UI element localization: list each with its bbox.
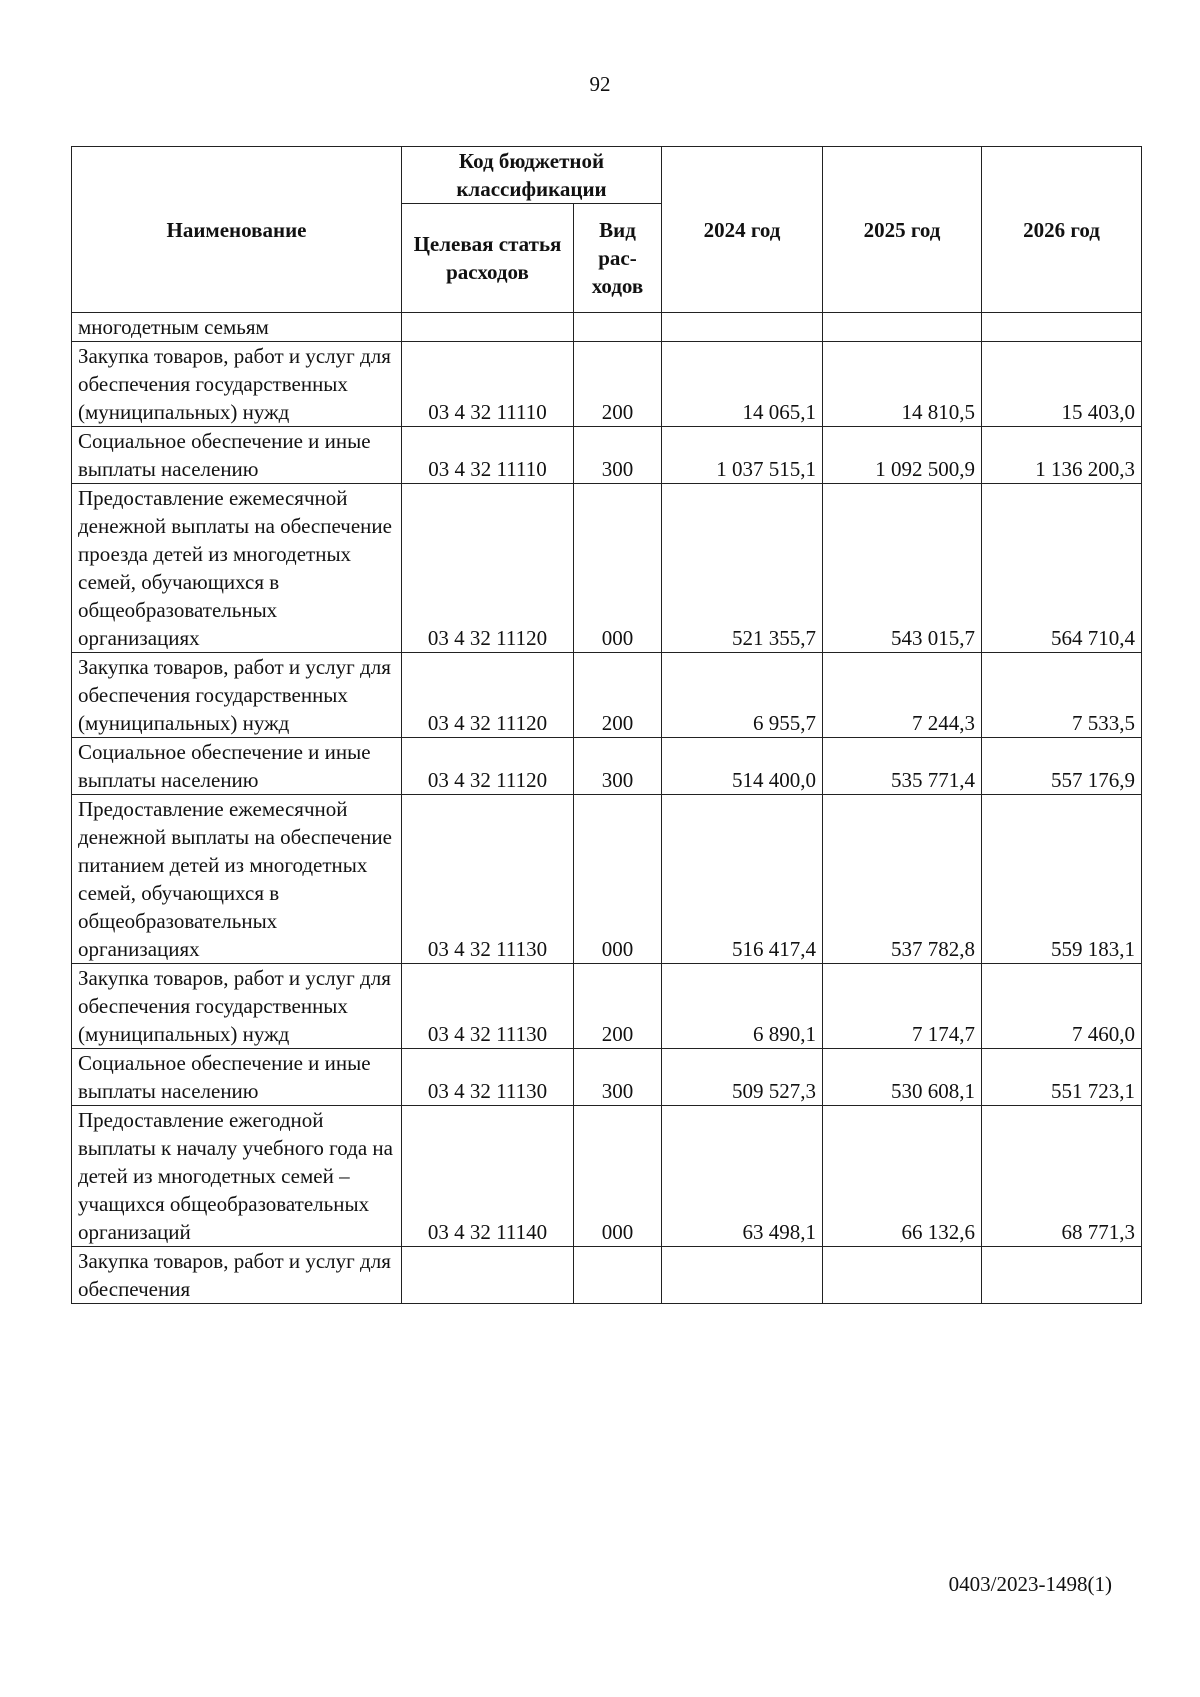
row-kind: 000 bbox=[574, 795, 662, 964]
row-2024: 509 527,3 bbox=[662, 1049, 823, 1106]
row-name: Социальное обеспечение и иные выплаты населению bbox=[72, 427, 402, 484]
row-2026: 7 460,0 bbox=[982, 964, 1142, 1049]
row-code: 03 4 32 11130 bbox=[402, 795, 574, 964]
header-2026: 2026 год bbox=[982, 147, 1142, 313]
row-name: многодетным семьям bbox=[72, 313, 402, 342]
table-row bbox=[72, 313, 1142, 342]
page-number: 92 bbox=[589, 72, 611, 96]
row-2024 bbox=[662, 1247, 823, 1304]
row-name: Предоставление ежегодной выплаты к началу учебного года на детей из многодетных семей – учащихся общеобразовательных организаций bbox=[72, 1106, 402, 1247]
row-2025 bbox=[823, 313, 982, 342]
row-kind: 300 bbox=[574, 738, 662, 795]
table-row bbox=[72, 795, 1142, 964]
row-2025: 66 132,6 bbox=[823, 1106, 982, 1247]
row-2024: 514 400,0 bbox=[662, 738, 823, 795]
row-2025: 1 092 500,9 bbox=[823, 427, 982, 484]
row-code: 03 4 32 11120 bbox=[402, 484, 574, 653]
row-kind: 200 bbox=[574, 653, 662, 738]
row-name: Закупка товаров, работ и услуг для обеспечения bbox=[72, 1247, 402, 1304]
table-row bbox=[72, 1247, 1142, 1304]
row-2026: 7 533,5 bbox=[982, 653, 1142, 738]
row-2025 bbox=[823, 1247, 982, 1304]
table-row bbox=[72, 738, 1142, 795]
table-row bbox=[72, 342, 1142, 427]
row-kind: 200 bbox=[574, 964, 662, 1049]
row-2025: 535 771,4 bbox=[823, 738, 982, 795]
row-name: Предоставление ежемесячной денежной выплаты на обеспечение проезда детей из многодетных семей, обучающихся в общеобразовательных организациях bbox=[72, 484, 402, 653]
row-2026 bbox=[982, 313, 1142, 342]
table-row bbox=[72, 484, 1142, 653]
row-name: Социальное обеспечение и иные выплаты населению bbox=[72, 1049, 402, 1106]
row-code bbox=[402, 1247, 574, 1304]
document-code: 0403/2023-1498(1) bbox=[948, 1572, 1112, 1596]
header-kind: Вид рас-ходов bbox=[574, 204, 662, 313]
row-kind bbox=[574, 313, 662, 342]
row-name: Социальное обеспечение и иные выплаты населению bbox=[72, 738, 402, 795]
row-name: Закупка товаров, работ и услуг для обеспечения государственных (муниципальных) нужд bbox=[72, 964, 402, 1049]
row-2024 bbox=[662, 313, 823, 342]
header-2025: 2025 год bbox=[823, 147, 982, 313]
table-row bbox=[72, 653, 1142, 738]
header-name: Наименование bbox=[72, 147, 402, 313]
row-code: 03 4 32 11120 bbox=[402, 738, 574, 795]
row-2026: 15 403,0 bbox=[982, 342, 1142, 427]
row-kind: 000 bbox=[574, 484, 662, 653]
row-kind: 300 bbox=[574, 427, 662, 484]
row-kind bbox=[574, 1247, 662, 1304]
table-row bbox=[72, 427, 1142, 484]
row-name: Предоставление ежемесячной денежной выплаты на обеспечение питанием детей из многодетных семей, обучающихся в общеобразовательных организациях bbox=[72, 795, 402, 964]
row-code: 03 4 32 11140 bbox=[402, 1106, 574, 1247]
row-name: Закупка товаров, работ и услуг для обеспечения государственных (муниципальных) нужд bbox=[72, 653, 402, 738]
row-2024: 1 037 515,1 bbox=[662, 427, 823, 484]
row-2025: 530 608,1 bbox=[823, 1049, 982, 1106]
row-name: Закупка товаров, работ и услуг для обеспечения государственных (муниципальных) нужд bbox=[72, 342, 402, 427]
row-code bbox=[402, 313, 574, 342]
row-2026 bbox=[982, 1247, 1142, 1304]
row-kind: 000 bbox=[574, 1106, 662, 1247]
row-2026: 551 723,1 bbox=[982, 1049, 1142, 1106]
row-2024: 6 955,7 bbox=[662, 653, 823, 738]
row-2024: 521 355,7 bbox=[662, 484, 823, 653]
header-code-group: Код бюджетной классификации bbox=[402, 147, 662, 204]
row-2024: 516 417,4 bbox=[662, 795, 823, 964]
row-2026: 557 176,9 bbox=[982, 738, 1142, 795]
table-row bbox=[72, 964, 1142, 1049]
row-2024: 14 065,1 bbox=[662, 342, 823, 427]
row-code: 03 4 32 11110 bbox=[402, 427, 574, 484]
row-2025: 537 782,8 bbox=[823, 795, 982, 964]
row-code: 03 4 32 11110 bbox=[402, 342, 574, 427]
row-2025: 14 810,5 bbox=[823, 342, 982, 427]
row-code: 03 4 32 11130 bbox=[402, 964, 574, 1049]
header-2024: 2024 год bbox=[662, 147, 823, 313]
row-2026: 68 771,3 bbox=[982, 1106, 1142, 1247]
row-2026: 559 183,1 bbox=[982, 795, 1142, 964]
row-2025: 7 174,7 bbox=[823, 964, 982, 1049]
row-code: 03 4 32 11130 bbox=[402, 1049, 574, 1106]
table-row bbox=[72, 1106, 1142, 1247]
row-2024: 63 498,1 bbox=[662, 1106, 823, 1247]
row-2026: 564 710,4 bbox=[982, 484, 1142, 653]
header-target: Целевая статья расходов bbox=[402, 204, 574, 313]
row-kind: 200 bbox=[574, 342, 662, 427]
budget-table bbox=[71, 146, 1142, 1304]
row-code: 03 4 32 11120 bbox=[402, 653, 574, 738]
row-2025: 543 015,7 bbox=[823, 484, 982, 653]
row-2026: 1 136 200,3 bbox=[982, 427, 1142, 484]
row-2025: 7 244,3 bbox=[823, 653, 982, 738]
row-kind: 300 bbox=[574, 1049, 662, 1106]
table-row bbox=[72, 1049, 1142, 1106]
row-2024: 6 890,1 bbox=[662, 964, 823, 1049]
